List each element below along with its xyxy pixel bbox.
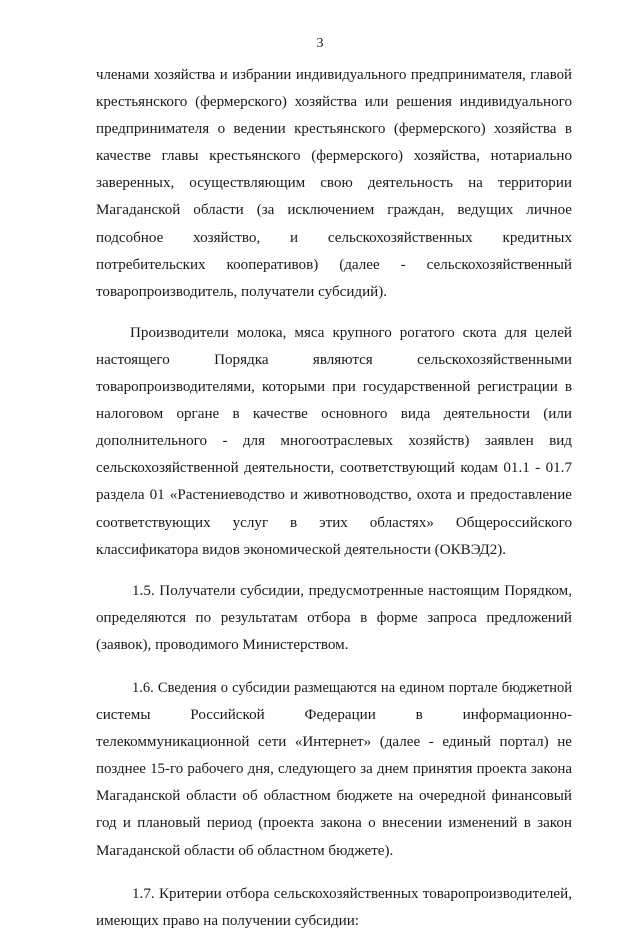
text-line: 1.6. Сведения о субсидии размещаются на едином портале бюджетной [132, 679, 572, 696]
text-line: сельскохозяйственной деятельности, соответствующий кодам 01.1 - 01.7 [96, 460, 572, 477]
text-line: Производители молока, мяса крупного рогатого скота для целей [130, 324, 572, 341]
text-line: Магаданской области (за исключением граждан, ведущих личное [96, 202, 572, 219]
paragraph-applicants-definition [96, 62, 572, 306]
paragraph-section-1-7 [96, 881, 572, 935]
paragraph-section-1-6 [96, 675, 572, 865]
text-line: (заявок), проводимого Министерством. [96, 636, 349, 653]
text-line: определяются по результатам отбора в форме запроса предложений [96, 609, 572, 626]
text-line: крестьянского (фермерского) хозяйства или решения индивидуального [96, 94, 572, 111]
text-line: телекоммуникационной сети «Интернет» (далее - единый портал) не [96, 734, 572, 751]
document-body [96, 62, 572, 935]
text-line: товаропроизводитель, получатели субсидий). [96, 283, 388, 300]
text-line: год и плановый период (проекта закона о внесении изменений в закон [96, 815, 572, 832]
text-line: налоговом органе в качестве основного вида деятельности (или [96, 406, 572, 423]
text-line: системы Российской Федерации в информационно- [96, 707, 572, 724]
text-line: потребительских кооперативов) (далее - сельскохозяйственный [96, 256, 572, 273]
text-line: 1.7. Критерии отбора сельскохозяйственных товаропроизводителей, [132, 885, 572, 902]
text-line: Магаданской области об областном бюджете на очередной финансовый [96, 788, 572, 805]
text-line: позднее 15-го рабочего дня, следующего за днем принятия проекта закона [96, 761, 572, 778]
text-line: имеющих право на получении субсидии: [96, 912, 359, 929]
page-number: 3 [316, 36, 324, 51]
text-line: классификатора видов экономической деятельности (ОКВЭД2). [96, 541, 507, 558]
text-line: Магаданской области об областном бюджете). [96, 842, 394, 859]
text-line: членами хозяйства и избрании индивидуального предпринимателя, главой [96, 67, 572, 83]
text-line: предпринимателя о ведении крестьянского (фермерского) хозяйства в [96, 121, 572, 138]
text-line: качестве главы крестьянского (фермерского) хозяйства, нотариально [96, 148, 572, 165]
text-line: товаропроизводителями, которыми при государственной регистрации в [96, 379, 572, 396]
text-line: 1.5. Получатели субсидии, предусмотренные настоящим Порядком, [132, 582, 572, 599]
text-line: раздела 01 «Растениеводство и животноводство, охота и предоставление [96, 487, 572, 504]
text-line: дополнительного - для многоотраслевых хозяйств) заявлен вид [96, 433, 572, 450]
text-line: настоящего Порядка являются сельскохозяйственными [96, 351, 572, 368]
text-line: подсобное хозяйство, и сельскохозяйственных кредитных [96, 229, 572, 246]
text-line: заверенных, осуществляющим свою деятельность на территории [96, 175, 572, 192]
text-line: соответствующих услуг в этих областях» Общероссийского [96, 514, 572, 531]
paragraph-producers [96, 320, 572, 564]
paragraph-section-1-5 [96, 578, 572, 659]
